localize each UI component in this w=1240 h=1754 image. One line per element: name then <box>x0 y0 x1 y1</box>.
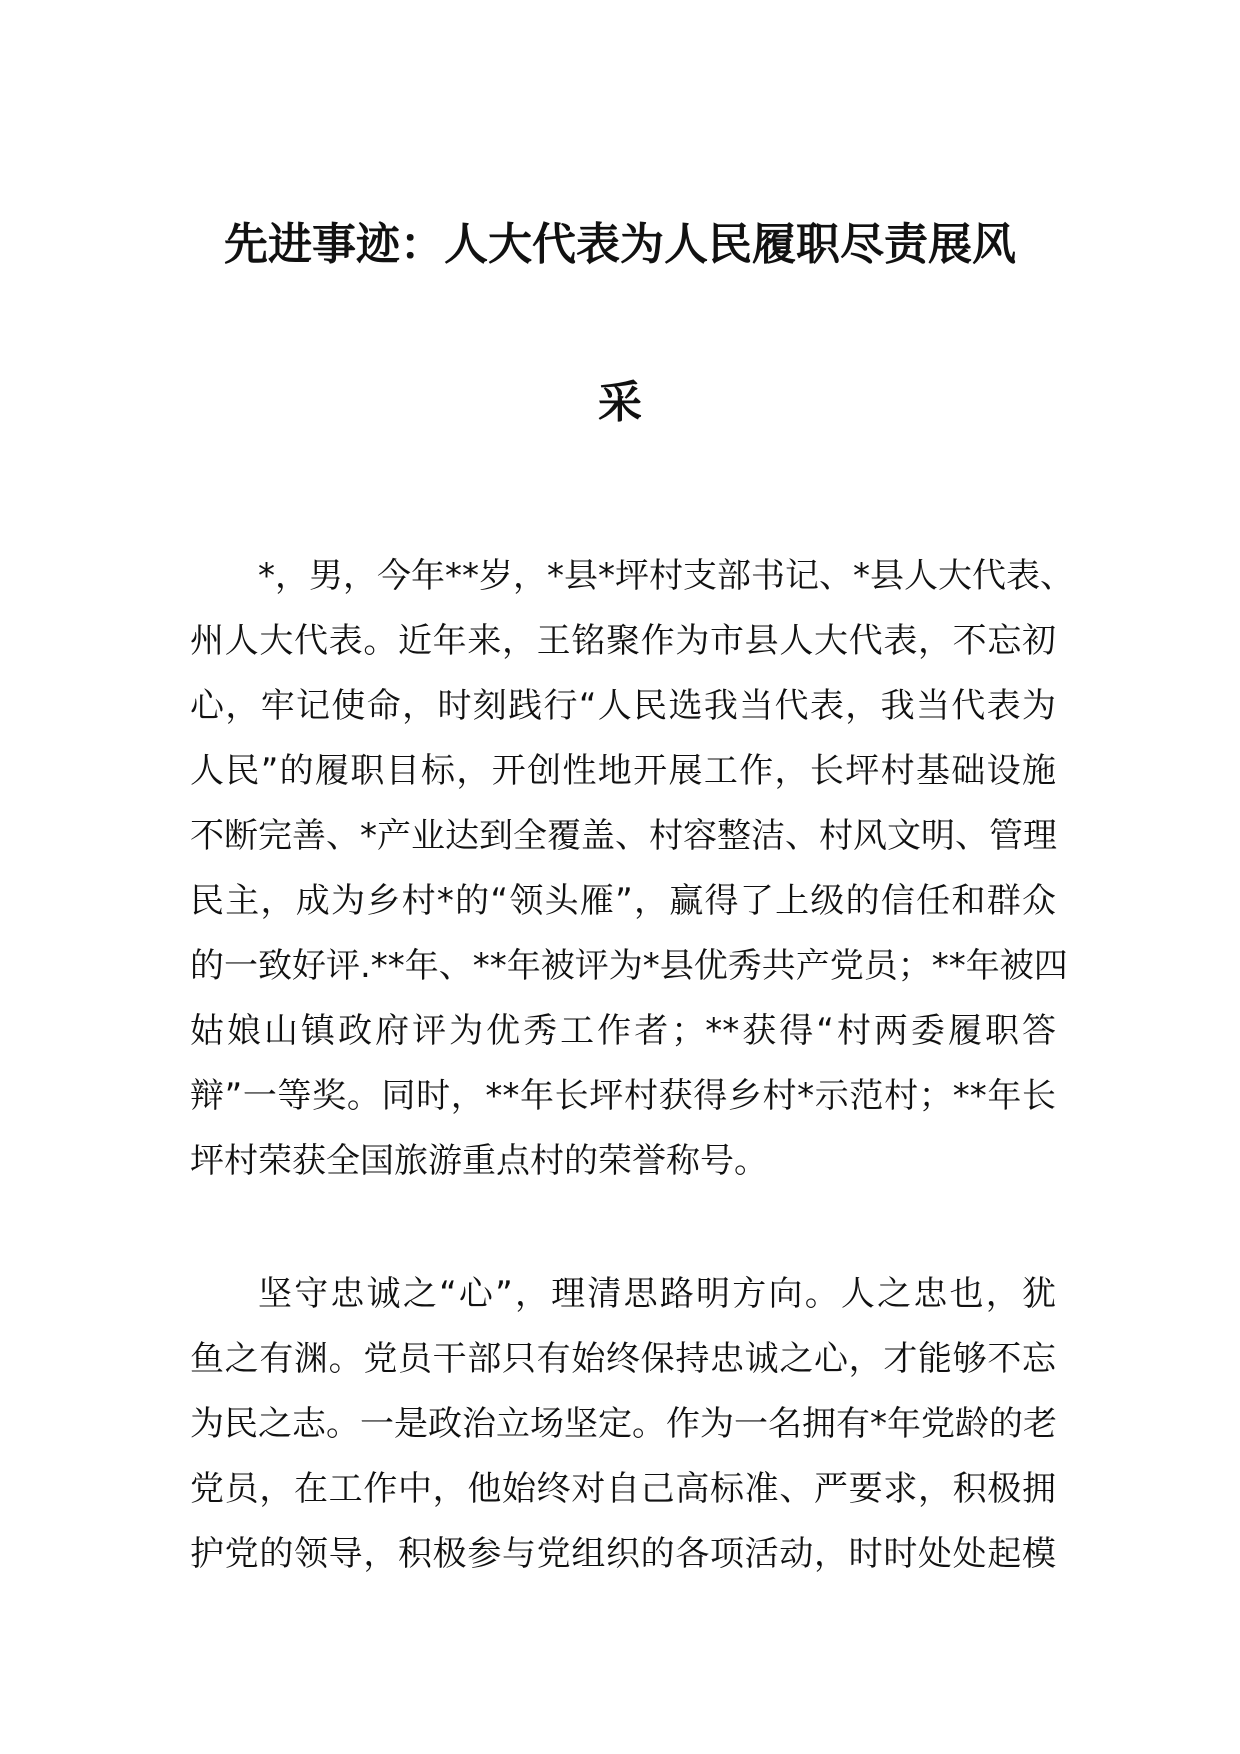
text-line: 为民之志。一是政治立场坚定。作为一名拥有*年党龄的老 <box>190 1404 1057 1444</box>
text-line: 人民”的履职目标，开创性地开展工作，长坪村基础设施 <box>190 751 1056 791</box>
text-line: 护党的领导，积极参与党组织的各项活动，时时处处起模 <box>190 1534 1056 1574</box>
paragraph-loyalty <box>190 1262 1056 1587</box>
text-line: 党员，在工作中，他始终对自己高标准、严要求，积极拥 <box>190 1469 1056 1509</box>
document-title-continued: 采 <box>598 377 642 428</box>
document-title: 先进事迹：人大代表为人民履职尽责展风 <box>224 219 1016 270</box>
text-line: 坚守忠诚之“心”，理清思路明方向。人之忠也，犹 <box>258 1274 1056 1314</box>
text-line: 心，牢记使命，时刻践行“人民选我当代表，我当代表为 <box>190 686 1056 726</box>
text-line: 民主，成为乡村*的“领头雁”，赢得了上级的信任和群众 <box>190 881 1056 921</box>
text-line: 的一致好评.**年、**年被评为*县优秀共产党员；**年被四 <box>190 946 1068 986</box>
paragraph-intro <box>190 544 1074 1194</box>
text-line: 不断完善、*产业达到全覆盖、村容整洁、村风文明、管理 <box>190 816 1057 856</box>
text-line: 姑娘山镇政府评为优秀工作者；**获得“村两委履职答 <box>190 1011 1056 1051</box>
text-line: 州人大代表。近年来，王铭聚作为市县人大代表，不忘初 <box>190 621 1056 661</box>
text-line: 辩”一等奖。同时，**年长坪村获得乡村*示范村；**年长 <box>190 1076 1056 1116</box>
text-line: *，男，今年**岁，*县*坪村支部书记、*县人大代表、 <box>258 556 1074 596</box>
text-line: 鱼之有渊。党员干部只有始终保持忠诚之心，才能够不忘 <box>190 1339 1056 1379</box>
text-line: 坪村荣获全国旅游重点村的荣誉称号。 <box>190 1141 768 1181</box>
